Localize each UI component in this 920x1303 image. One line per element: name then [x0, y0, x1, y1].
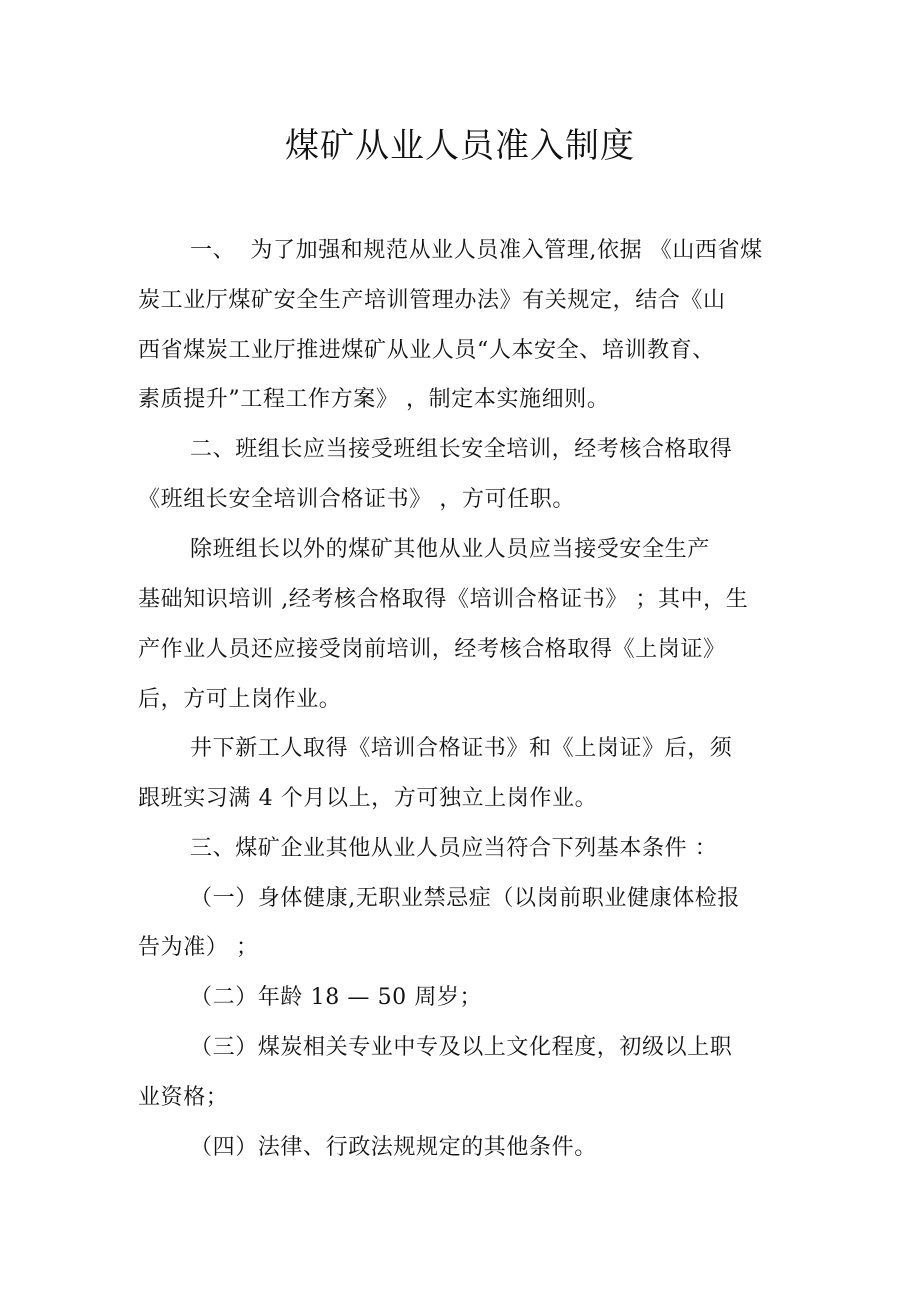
text-line: 井下新工人取得《培训合格证书》和《上岗证》后，须	[190, 736, 733, 761]
text-line: 基础知识培训 ,经考核合格取得《培训合格证书》 ；其中，生	[138, 587, 749, 612]
text-line: 三、煤矿企业其他从业人员应当符合下列基本条件 ：	[190, 836, 718, 861]
text-line: 后，方可上岗作业。	[138, 687, 342, 712]
text-line: 告为准） ；	[138, 935, 259, 960]
text-line: 二、班组长应当接受班组长安全培训，经考核合格取得	[190, 437, 733, 462]
text-line: （四）法律、行政法规规定的其他条件。	[190, 1135, 597, 1160]
text-line: 产作业人员还应接受岗前培训，经考核合格取得《上岗证》	[138, 637, 726, 662]
text-line: 素质提升”工程工作方案》 ，制定本实施细则。	[138, 387, 610, 412]
text-line: 一、 为了加强和规范从业人员准入管理,依据 《山西省煤	[190, 238, 763, 263]
text-line: （一）身体健康,无职业禁忌症（以岗前职业健康体检报	[190, 886, 740, 911]
text-line: （三）煤炭相关专业中专及以上文化程度，初级以上职	[190, 1035, 733, 1060]
text-line: 跟班实习满 4 个月以上，方可独立上岗作业。	[138, 786, 598, 811]
text-line: 《班组长安全培训合格证书》 ，方可任职。	[138, 487, 575, 512]
text-line: （二）年龄 18 — 50 周岁；	[190, 985, 483, 1010]
text-line: 西省煤炭工业厅推进煤矿从业人员“人本安全、培训教育、	[138, 338, 715, 363]
text-line: 业资格；	[138, 1085, 229, 1110]
text-line: 炭工业厅煤矿安全生产培训管理办法》有关规定，结合《山	[138, 288, 726, 313]
text-line: 除班组长以外的煤矿其他从业人员应当接受安全生产	[190, 537, 710, 562]
document-title: 煤矿从业人员准入制度	[285, 126, 635, 166]
